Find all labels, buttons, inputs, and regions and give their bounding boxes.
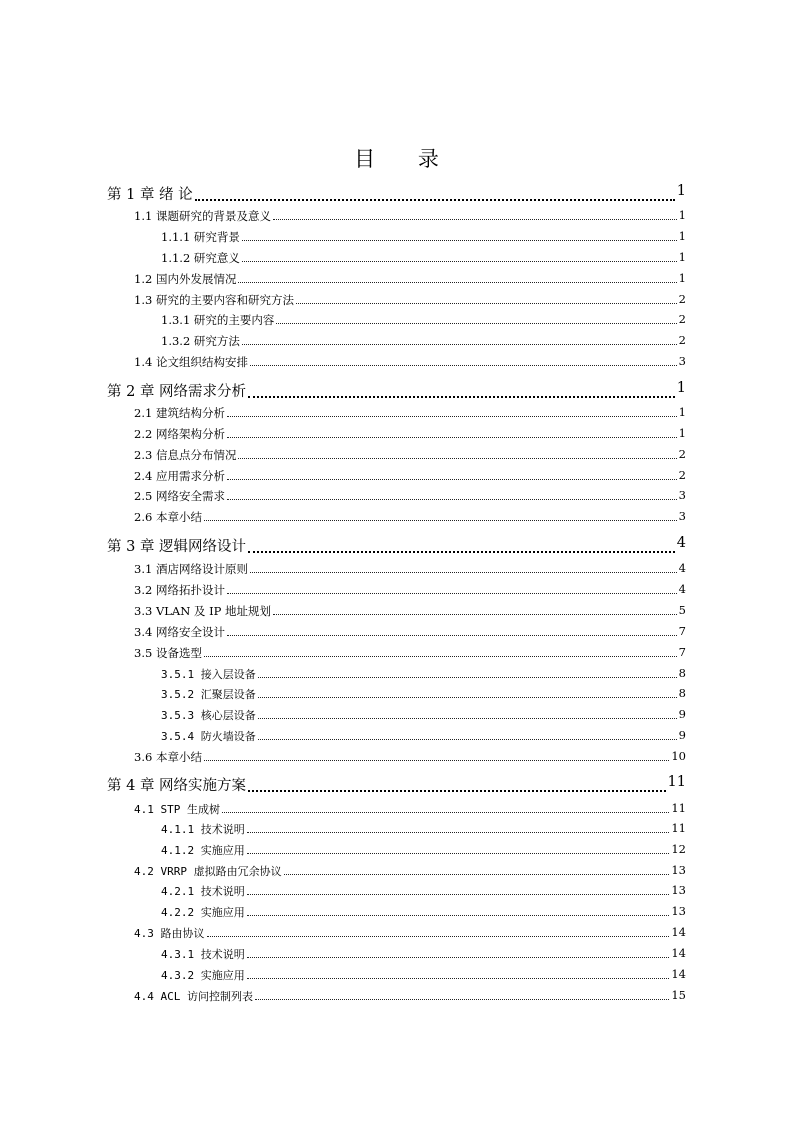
toc-entry-label: 4.2.1 技术说明 [161, 885, 245, 898]
toc-leader-dots [258, 718, 677, 719]
toc-entry-page: 11 [671, 801, 686, 815]
toc-entry-page: 1 [678, 426, 686, 440]
toc-entry-page: 14 [671, 967, 686, 981]
toc-entry[interactable] [0, 686, 793, 706]
toc-entry[interactable] [0, 535, 793, 555]
toc-entry[interactable] [0, 707, 793, 727]
toc-entry-page: 7 [678, 624, 686, 638]
toc-leader-dots [255, 999, 669, 1000]
toc-entry-page: 1 [676, 380, 686, 396]
toc-leader-dots [284, 874, 669, 875]
toc-entry[interactable] [0, 183, 793, 203]
toc-title: 目 录 [354, 147, 457, 171]
toc-leader-dots [222, 812, 669, 813]
toc-entry-label: 4.1.1 技术说明 [161, 823, 245, 836]
toc-entry-label: 3.2 网络拓扑设计 [134, 583, 225, 597]
toc-entry-label: 3.5.1 接入层设备 [161, 668, 256, 681]
toc-entry-label: 2.3 信息点分布情况 [134, 448, 237, 462]
toc-entry[interactable] [0, 666, 793, 686]
toc-leader-dots [204, 760, 669, 761]
toc-entry[interactable] [0, 801, 793, 821]
toc-entry-label: 1.4 论文组织结构安排 [134, 355, 248, 369]
toc-entry[interactable] [0, 946, 793, 966]
toc-entry-label: 2.2 网络架构分析 [134, 427, 225, 441]
toc-entry-page: 15 [671, 988, 686, 1002]
toc-leader-dots [227, 479, 677, 480]
toc-entry-page: 12 [671, 842, 686, 856]
toc-entry-page: 14 [671, 925, 686, 939]
toc-entry[interactable] [0, 904, 793, 924]
toc-leader-dots [227, 499, 677, 500]
toc-leader-dots [204, 656, 677, 657]
toc-entry-page: 2 [678, 312, 686, 326]
toc-entry-label: 4.1 STP 生成树 [134, 803, 220, 816]
toc-leader-dots [247, 957, 669, 958]
toc-entry[interactable] [0, 208, 793, 228]
toc-entry-page: 2 [678, 333, 686, 347]
toc-entry[interactable] [0, 645, 793, 665]
toc-entry[interactable] [0, 967, 793, 987]
toc-entry-label: 3.5.3 核心层设备 [161, 709, 256, 722]
toc-leader-dots [204, 520, 677, 521]
toc-entry-page: 10 [671, 749, 686, 763]
toc-entry-label: 4.3.1 技术说明 [161, 948, 245, 961]
toc-entry-label: 4.4 ACL 访问控制列表 [134, 990, 253, 1003]
toc-leader-dots [238, 458, 677, 459]
toc-entry-label: 1.3 研究的主要内容和研究方法 [134, 293, 294, 307]
toc-entry-page: 3 [678, 488, 686, 502]
toc-entry-page: 4 [676, 535, 686, 551]
toc-entry-label: 3.3 VLAN 及 IP 地址规划 [134, 604, 271, 618]
toc-entry[interactable] [0, 863, 793, 883]
toc-entry[interactable] [0, 749, 793, 769]
toc-leader-dots [276, 323, 677, 324]
toc-entry-label: 第 1 章 绪 论 [107, 187, 193, 203]
toc-entry-label: 1.1 课题研究的背景及意义 [134, 209, 271, 223]
toc-entry[interactable] [0, 426, 793, 446]
toc-leader-dots [227, 635, 677, 636]
toc-entry-label: 2.4 应用需求分析 [134, 469, 225, 483]
toc-leader-dots [242, 261, 677, 262]
toc-entry-label: 1.3.1 研究的主要内容 [161, 313, 275, 327]
toc-leader-dots [247, 832, 669, 833]
toc-entry[interactable] [0, 774, 793, 794]
toc-entry[interactable] [0, 728, 793, 748]
toc-entry-page: 11 [667, 774, 686, 790]
toc-entry-page: 1 [678, 208, 686, 222]
toc-entry-page: 5 [678, 603, 686, 617]
toc-entry-label: 1.1.1 研究背景 [161, 230, 240, 244]
toc-entry-label: 3.1 酒店网络设计原则 [134, 562, 248, 576]
toc-entry[interactable] [0, 405, 793, 425]
toc-entry-page: 2 [678, 468, 686, 482]
toc-leader-dots [227, 437, 677, 438]
toc-leader-dots [248, 396, 675, 398]
toc-leader-dots [258, 739, 677, 740]
toc-entry[interactable] [0, 488, 793, 508]
toc-leader-dots [250, 572, 677, 573]
toc-entry-label: 3.5.2 汇聚层设备 [161, 688, 256, 701]
toc-leader-dots [250, 365, 677, 366]
toc-entry-label: 第 4 章 网络实施方案 [107, 778, 247, 794]
toc-entry-page: 11 [671, 821, 686, 835]
toc-entry[interactable] [0, 229, 793, 249]
toc-leader-dots [207, 936, 669, 937]
toc-entry-label: 1.2 国内外发展情况 [134, 272, 237, 286]
toc-leader-dots [258, 677, 677, 678]
toc-entry-page: 3 [678, 354, 686, 368]
toc-leader-dots [247, 915, 669, 916]
toc-entry-label: 4.3 路由协议 [134, 927, 205, 940]
toc-entry-label: 4.3.2 实施应用 [161, 969, 245, 982]
toc-leader-dots [273, 614, 677, 615]
toc-entry-page: 9 [678, 728, 686, 742]
toc-entry-label: 1.1.2 研究意义 [161, 251, 240, 265]
toc-entry[interactable] [0, 468, 793, 488]
toc-entry-page: 2 [678, 292, 686, 306]
toc-entry[interactable] [0, 883, 793, 903]
toc-entry-label: 4.1.2 实施应用 [161, 844, 245, 857]
toc-entry-label: 3.5 设备选型 [134, 646, 202, 660]
toc-entry-page: 1 [678, 250, 686, 264]
toc-entry-page: 9 [678, 707, 686, 721]
toc-entry[interactable] [0, 821, 793, 841]
toc-leader-dots [247, 853, 669, 854]
toc-entry-page: 3 [678, 509, 686, 523]
toc-entry-page: 13 [671, 863, 686, 877]
toc-entry-page: 4 [678, 582, 686, 596]
toc-leader-dots [227, 593, 677, 594]
toc-entry-label: 4.2 VRRP 虚拟路由冗余协议 [134, 865, 282, 878]
toc-entry-page: 13 [671, 883, 686, 897]
toc-entry[interactable] [0, 292, 793, 312]
toc-entry[interactable] [0, 603, 793, 623]
toc-entry[interactable] [0, 561, 793, 581]
toc-leader-dots [273, 219, 677, 220]
toc-entry-label: 4.2.2 实施应用 [161, 906, 245, 919]
toc-entry[interactable] [0, 447, 793, 467]
toc-leader-dots [258, 697, 677, 698]
toc-leader-dots [195, 199, 675, 201]
toc-leader-dots [227, 416, 677, 417]
toc-entry[interactable] [0, 354, 793, 374]
toc-leader-dots [247, 978, 669, 979]
toc-entry-label: 2.5 网络安全需求 [134, 489, 225, 503]
toc-entry-label: 3.4 网络安全设计 [134, 625, 225, 639]
toc-entry-page: 7 [678, 645, 686, 659]
toc-entry[interactable] [0, 988, 793, 1008]
toc-entry-page: 1 [676, 183, 686, 199]
toc-entry[interactable] [0, 380, 793, 400]
toc-entry[interactable] [0, 250, 793, 270]
toc-entry[interactable] [0, 624, 793, 644]
toc-entry[interactable] [0, 312, 793, 332]
toc-leader-dots [296, 303, 677, 304]
toc-entry-page: 1 [678, 229, 686, 243]
toc-entry-label: 2.1 建筑结构分析 [134, 406, 225, 420]
toc-leader-dots [238, 282, 677, 283]
toc-leader-dots [242, 344, 677, 345]
toc-entry-page: 13 [671, 904, 686, 918]
toc-leader-dots [247, 894, 669, 895]
toc-entry-page: 4 [678, 561, 686, 575]
toc-entry-label: 第 3 章 逻辑网络设计 [107, 539, 247, 555]
toc-leader-dots [248, 790, 666, 792]
toc-entry-label: 第 2 章 网络需求分析 [107, 384, 247, 400]
toc-leader-dots [248, 551, 675, 553]
toc-entry-page: 8 [678, 686, 686, 700]
toc-entry[interactable] [0, 271, 793, 291]
toc-entry-page: 2 [678, 447, 686, 461]
toc-entry-label: 2.6 本章小结 [134, 510, 202, 524]
toc-entry[interactable] [0, 509, 793, 529]
toc-entry[interactable] [0, 333, 793, 353]
toc-entry-label: 3.6 本章小结 [134, 750, 202, 764]
toc-leader-dots [242, 240, 677, 241]
toc-entry[interactable] [0, 842, 793, 862]
toc-entry-label: 1.3.2 研究方法 [161, 334, 240, 348]
toc-entry[interactable] [0, 925, 793, 945]
toc-entry-page: 1 [678, 405, 686, 419]
toc-entry[interactable] [0, 582, 793, 602]
toc-entry-page: 14 [671, 946, 686, 960]
toc-entry-label: 3.5.4 防火墙设备 [161, 730, 256, 743]
toc-entry-page: 1 [678, 271, 686, 285]
toc-entry-page: 8 [678, 666, 686, 680]
